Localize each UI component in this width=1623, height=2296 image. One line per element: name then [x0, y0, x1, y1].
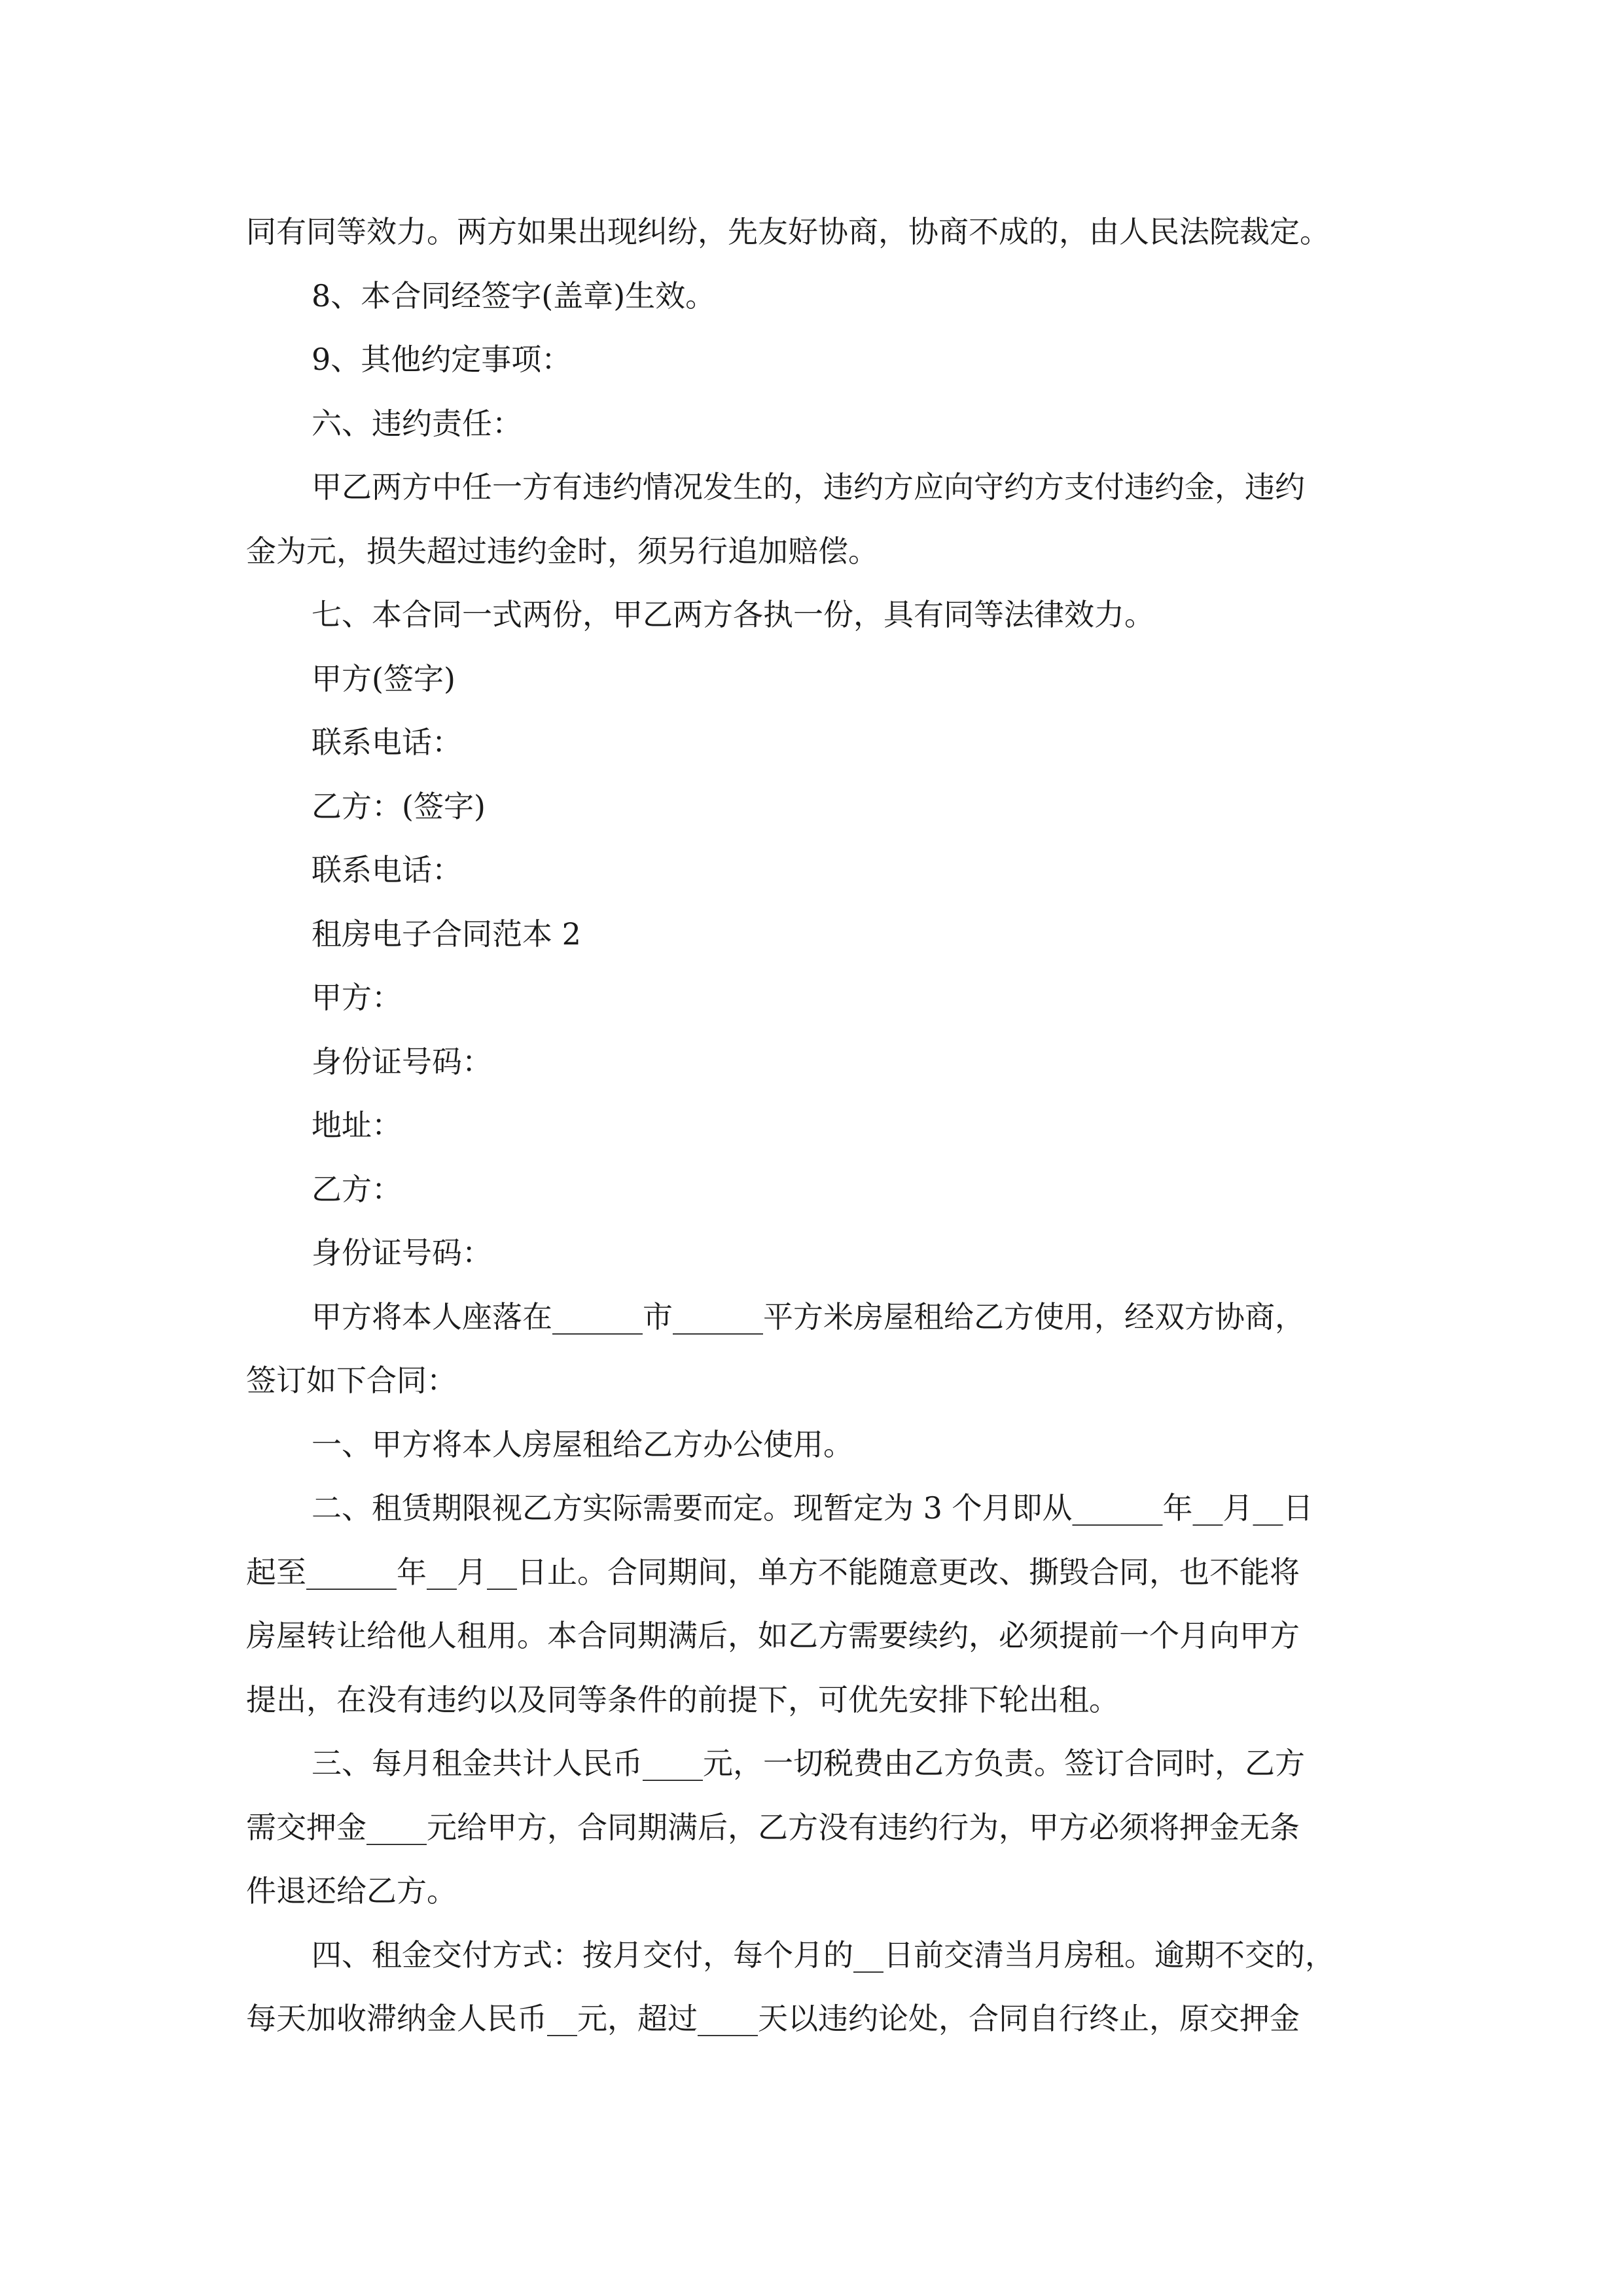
text-line: 9、其他约定事项： — [312, 342, 572, 377]
clause-line: 四、租金交付方式：按月交付，每个月的__日前交清当月房租。逾期不交的， — [312, 1937, 1335, 1973]
clause-line: 二、租赁期限视乙方实际需要而定。现暂定为 3 个月即从______年__月__日 — [312, 1490, 1313, 1526]
text-line: 房屋转让给他人租用。本合同期满后，如乙方需要续约，必须提前一个月向甲方 — [246, 1618, 1300, 1653]
contract-body — [246, 200, 1385, 2051]
text-line: 需交押金____元给甲方，合同期满后，乙方没有违约行为，甲方必须将押金无条 — [246, 1809, 1300, 1845]
text-line: 件退还给乙方。 — [246, 1873, 457, 1909]
phone-label: 联系电话： — [312, 852, 462, 888]
clause-line: 三、每月租金共计人民币____元，一切税费由乙方负责。签订合同时，乙方 — [312, 1746, 1305, 1781]
text-line: 提出，在没有违约以及同等条件的前提下，可优先安排下轮出租。 — [246, 1681, 1119, 1717]
text-line: 8、本合同经签字(盖章)生效。 — [312, 278, 716, 314]
text-line: 签订如下合同： — [246, 1363, 457, 1398]
id-number-label: 身份证号码： — [312, 1235, 492, 1270]
text-line: 同有同等效力。两方如果出现纠纷，先友好协商，协商不成的，由人民法院裁定。 — [246, 214, 1330, 249]
party-a-label: 甲方： — [312, 980, 402, 1015]
text-line: 起至______年__月__日止。合同期间，单方不能随意更改、撕毁合同，也不能将 — [246, 1554, 1300, 1590]
party-b-label: 乙方： — [312, 1171, 402, 1207]
address-label: 地址： — [312, 1107, 402, 1143]
id-number-label: 身份证号码： — [312, 1043, 492, 1079]
text-line: 金为元，损失超过违约金时，须另行追加赔偿。 — [246, 533, 878, 569]
text-line: 甲乙两方中任一方有违约情况发生的，违约方应向守约方支付违约金，违约 — [312, 469, 1305, 505]
text-line: 甲方将本人座落在______市______平方米房屋租给乙方使用，经双方协商， — [312, 1299, 1305, 1335]
clause-line: 一、甲方将本人房屋租给乙方办公使用。 — [312, 1426, 853, 1462]
section-heading: 六、违约责任： — [312, 405, 522, 441]
phone-label: 联系电话： — [312, 725, 462, 760]
signature-label: 甲方(签字) — [312, 660, 455, 696]
signature-label: 乙方：(签字) — [312, 788, 486, 824]
contract-title: 租房电子合同范本 2 — [312, 916, 581, 952]
section-heading: 七、本合同一式两份，甲乙两方各执一份，具有同等法律效力。 — [312, 597, 1154, 632]
text-line: 每天加收滞纳金人民币__元，超过____天以违约论处，合同自行终止，原交押金 — [246, 2001, 1300, 2036]
